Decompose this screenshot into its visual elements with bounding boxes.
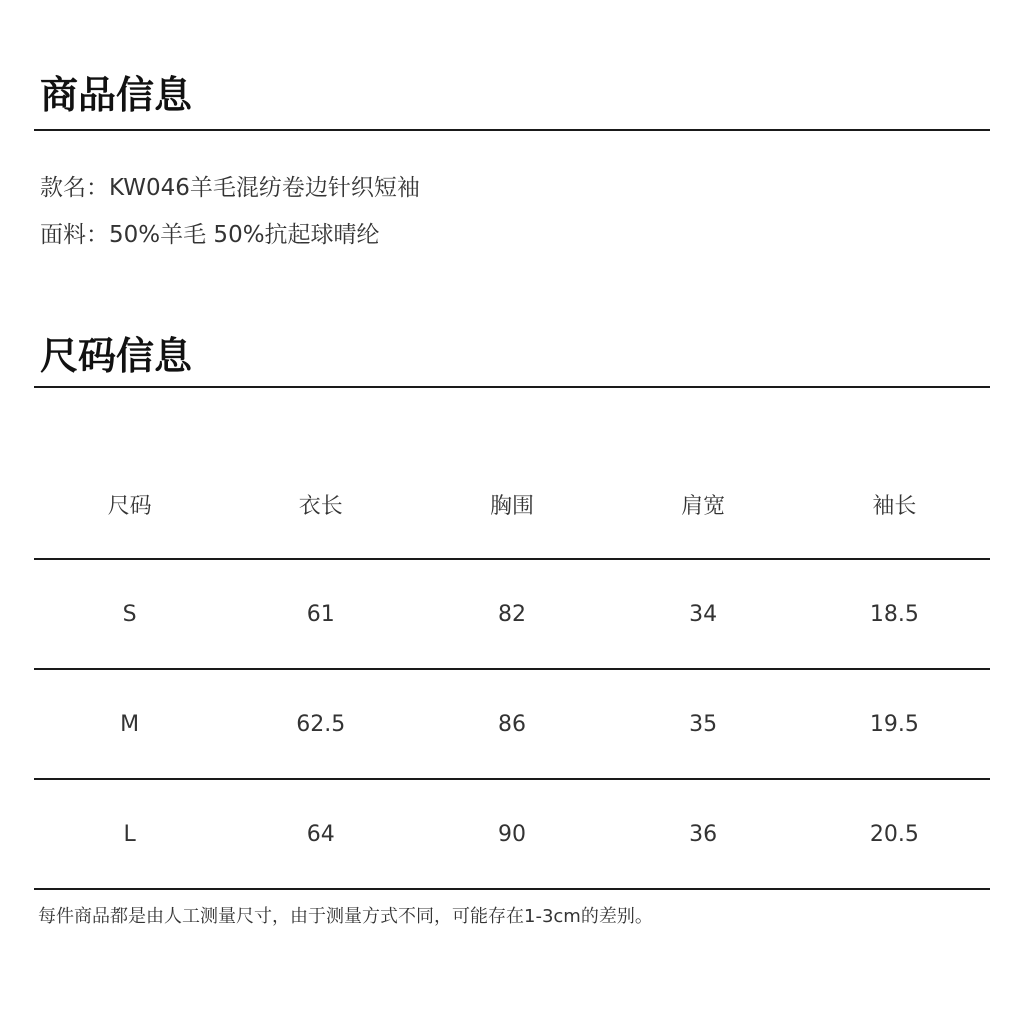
header-shoulder: 肩宽	[681, 493, 726, 519]
product-fabric-line: 面料：50%羊毛 50%抗起球晴纶	[40, 222, 380, 248]
cell-size: L	[123, 821, 136, 847]
cell-chest: 82	[497, 601, 526, 627]
cell-sleeve: 18.5	[869, 601, 919, 627]
cell-size: M	[120, 711, 140, 737]
size-info-title: 尺码信息	[40, 334, 193, 378]
cell-length: 64	[306, 821, 335, 847]
header-size: 尺码	[107, 493, 152, 519]
cell-shoulder: 34	[689, 601, 718, 627]
cell-shoulder: 35	[689, 711, 718, 737]
cell-length: 62.5	[296, 711, 346, 737]
size-table	[34, 450, 990, 890]
header-sleeve: 袖长	[872, 493, 917, 519]
product-name-line: 款名：KW046羊毛混纺卷边针织短袖	[40, 175, 420, 201]
product-info-divider	[34, 129, 990, 131]
size-info-divider	[34, 386, 990, 388]
table-row	[34, 780, 990, 890]
cell-chest: 90	[497, 821, 526, 847]
size-table-header-row	[34, 450, 990, 560]
product-info-title: 商品信息	[40, 73, 193, 117]
header-chest: 胸围	[489, 493, 534, 519]
cell-chest: 86	[497, 711, 526, 737]
measurement-footnote: 每件商品都是由人工测量尺寸，由于测量方式不同，可能存在1-3cm的差别。	[38, 906, 653, 927]
cell-shoulder: 36	[689, 821, 718, 847]
header-length: 衣长	[298, 493, 343, 519]
cell-length: 61	[306, 601, 335, 627]
table-row	[34, 670, 990, 780]
cell-sleeve: 19.5	[869, 711, 919, 737]
cell-sleeve: 20.5	[869, 821, 919, 847]
table-row	[34, 560, 990, 670]
cell-size: S	[122, 601, 137, 627]
